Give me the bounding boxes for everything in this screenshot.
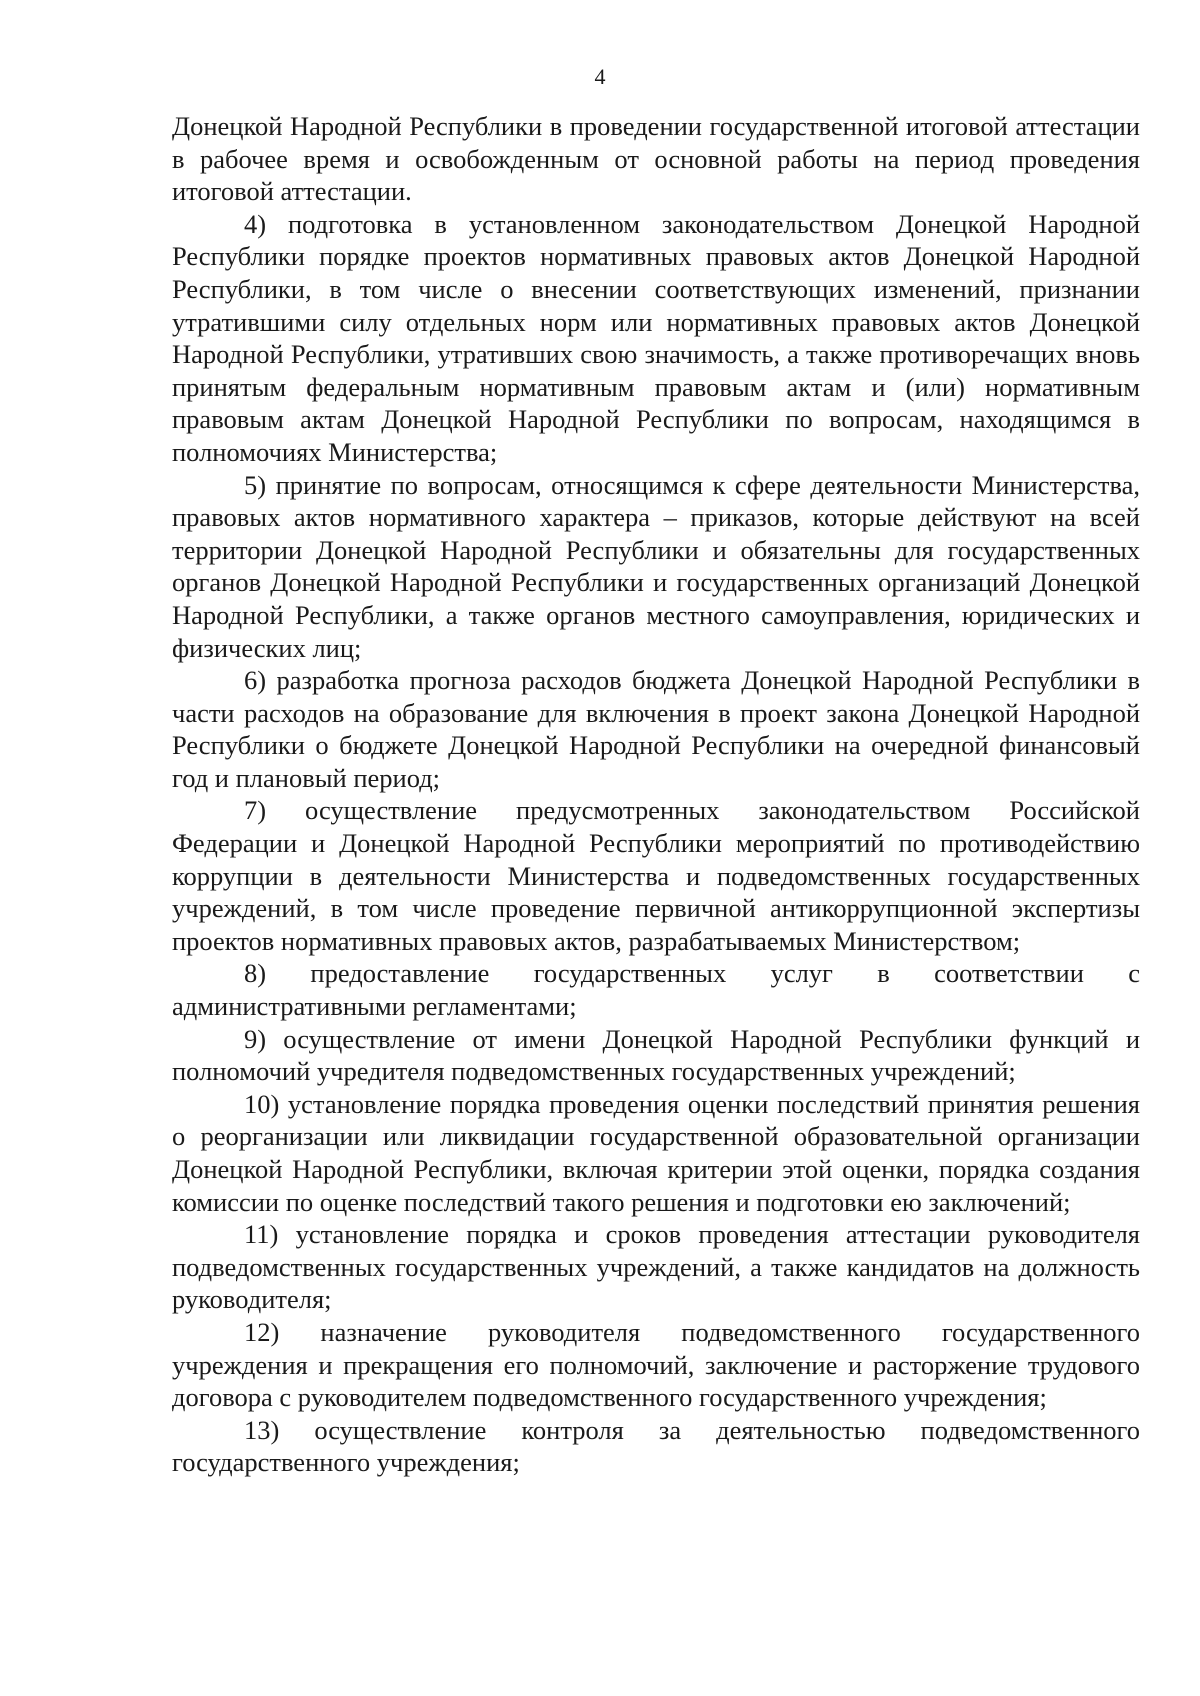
paragraph-item-4: 4) подготовка в установленном законодательством Донецкой Народной Республики порядке проектов нормативных правовых актов Донецкой Народной Республики, в том числе о внесении соответствующих изменений, признании утратившими силу отдельных норм или нормативных правовых актов Донецкой Народной Республики, утративших свою значимость, а также противоречащих вновь принятым федеральным нормативным правовым актам и (или) нормативным правовым актам Донецкой Народной Республики по вопросам, находящимся в полномочиях Министерства;	[172, 208, 1140, 467]
paragraph-item-6: 6) разработка прогноза расходов бюджета Донецкой Народной Республики в части расходов на образование для включения в проект закона Донецкой Народной Республики о бюджете Донецкой Народной Республики на очередной финансовый год и плановый период;	[172, 665, 1140, 793]
page-number: 4	[594, 64, 606, 89]
paragraph-item-11: 11) установление порядка и сроков проведения аттестации руководителя подведомственных государственных учреждений, а также кандидатов на должность руководителя;	[172, 1219, 1140, 1315]
paragraph-item-5: 5) принятие по вопросам, относящимся к сфере деятельности Министерства, правовых актов нормативного характера – приказов, которые действуют на всей территории Донецкой Народной Республики и обязательны для государственных органов Донецкой Народной Республики и государственных организаций Донецкой Народной Республики, а также органов местного самоуправления, юридических и физических лиц;	[172, 469, 1140, 663]
paragraph-continuation: Донецкой Народной Республики в проведении государственной итоговой аттестации в рабочее время и освобожденным от основной работы на период проведения итоговой аттестации.	[172, 111, 1140, 207]
document-body	[172, 110, 1140, 1479]
paragraph-item-8: 8) предоставление государственных услуг в соответствии с административными регламентами;	[172, 958, 1140, 1022]
paragraph-item-13: 13) осуществление контроля за деятельностью подведомственного государственного учреждения;	[172, 1414, 1140, 1478]
paragraph-item-7: 7) осуществление предусмотренных законодательством Российской Федерации и Донецкой Народной Республики мероприятий по противодействию коррупции в деятельности Министерства и подведомственных государственных учреждений, в том числе проведение первичной антикоррупционной экспертизы проектов нормативных правовых актов, разрабатываемых Министерством;	[172, 795, 1140, 956]
paragraph-item-9: 9) осуществление от имени Донецкой Народной Республики функций и полномочий учредителя подведомственных государственных учреждений;	[172, 1023, 1140, 1087]
paragraph-item-12: 12) назначение руководителя подведомственного государственного учреждения и прекращения его полномочий, заключение и расторжение трудового договора с руководителем подведомственного государственного учреждения;	[172, 1316, 1140, 1413]
paragraph-item-10: 10) установление порядка проведения оценки последствий принятия решения о реорганизации или ликвидации государственной образовательной организации Донецкой Народной Республики, включая критерии этой оценки, порядка создания комиссии по оценке последствий такого решения и подготовки ею заключений;	[172, 1088, 1140, 1217]
